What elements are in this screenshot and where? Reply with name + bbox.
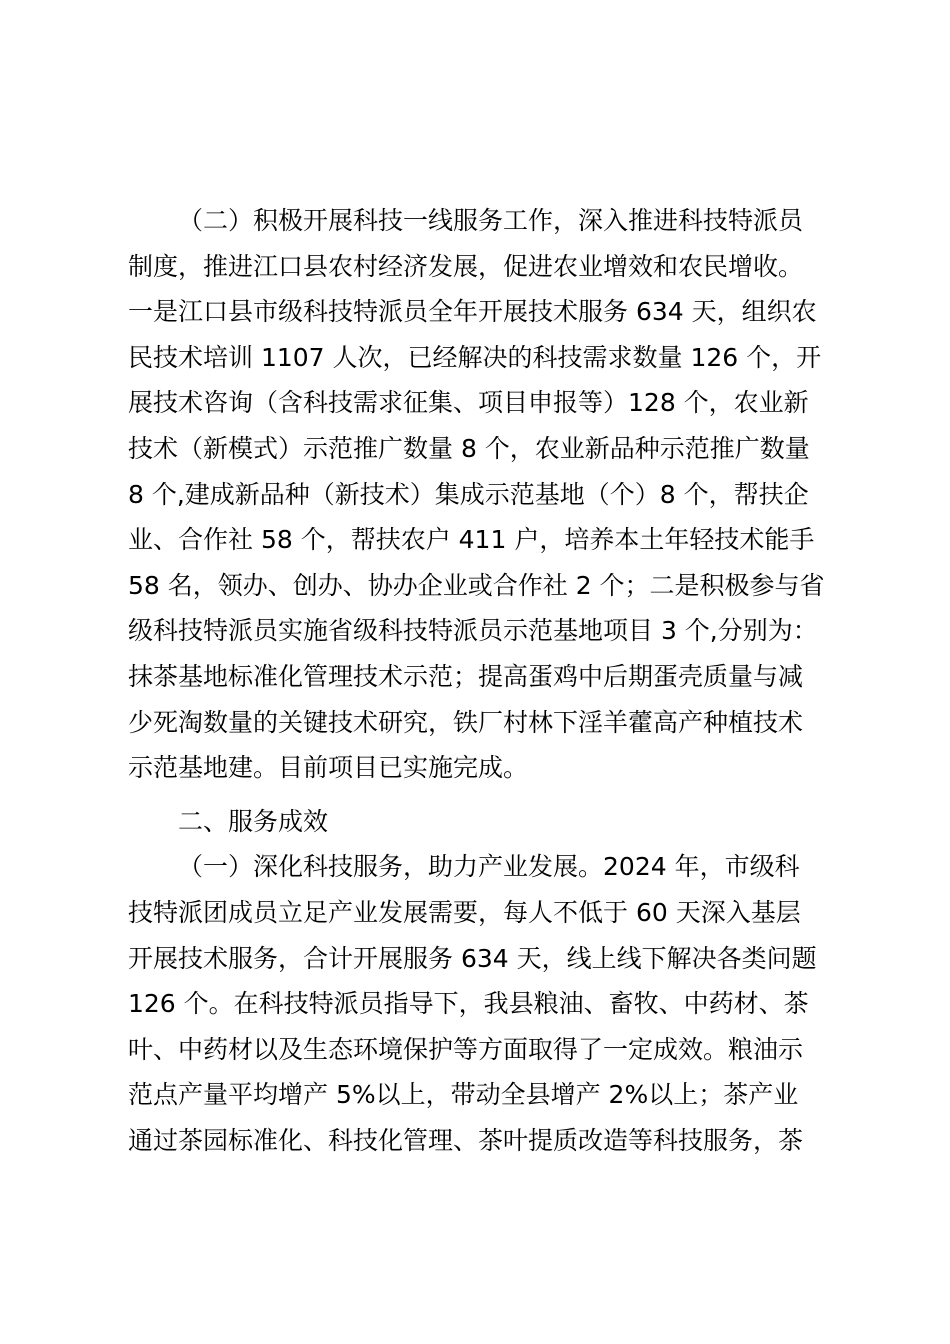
text-line: 叶、中药材以及生态环境保护等方面取得了一定成效。粮油示 <box>128 1034 804 1064</box>
text-line: 一是江口县市级科技特派员全年开展技术服务 634 天，组织农 <box>128 297 817 327</box>
text-line: 制度，推进江口县农村经济发展，促进农业增效和农民增收。 <box>128 251 804 281</box>
text-line: （一）深化科技服务，助力产业发展。2024 年，市级科 <box>178 852 800 882</box>
text-line: 民技术培训 1107 人次，已经解决的科技需求数量 126 个，开 <box>128 342 822 372</box>
text-line: 抹茶基地标准化管理技术示范；提高蛋鸡中后期蛋壳质量与减 <box>128 661 804 691</box>
paragraph-2 <box>128 844 840 1163</box>
text-line: 8 个,建成新品种（新技术）集成示范基地（个）8 个，帮扶企 <box>128 479 809 509</box>
text-line: 少死淘数量的关键技术研究，铁厂村林下淫羊藿高产种植技术 <box>128 707 804 737</box>
text-line: 开展技术服务，合计开展服务 634 天，线上线下解决各类问题 <box>128 943 817 973</box>
text-line: 业、合作社 58 个，帮扶农户 411 户，培养本土年轻技术能手 <box>128 525 815 555</box>
text-line: 范点产量平均增产 5%以上，带动全县增产 2%以上；茶产业 <box>128 1080 799 1110</box>
text-line: 58 名，领办、创办、协办企业或合作社 2 个；二是积极参与省 <box>128 570 825 600</box>
paragraph-gap <box>128 791 840 799</box>
text-line: 级科技特派员实施省级科技特派员示范基地项目 3 个,分别为： <box>128 616 818 646</box>
text-line: 通过茶园标准化、科技化管理、茶叶提质改造等科技服务，茶 <box>128 1125 804 1155</box>
text-line: 展技术咨询（含科技需求征集、项目申报等）128 个，农业新 <box>128 388 809 418</box>
text-line: （二）积极开展科技一线服务工作，深入推进科技特派员 <box>178 206 804 235</box>
text-line: 技特派团成员立足产业发展需要，每人不低于 60 天深入基层 <box>128 897 801 927</box>
text-line: 技术（新模式）示范推广数量 8 个，农业新品种示范推广数量 <box>128 433 810 463</box>
text-line: 126 个。在科技特派员指导下，我县粮油、畜牧、中药材、茶 <box>128 989 809 1019</box>
document-body <box>128 198 840 1163</box>
text-line: 示范基地建。目前项目已实施完成。 <box>128 753 529 783</box>
paragraph-1 <box>128 198 840 791</box>
section-heading: 二、服务成效 <box>178 806 329 836</box>
